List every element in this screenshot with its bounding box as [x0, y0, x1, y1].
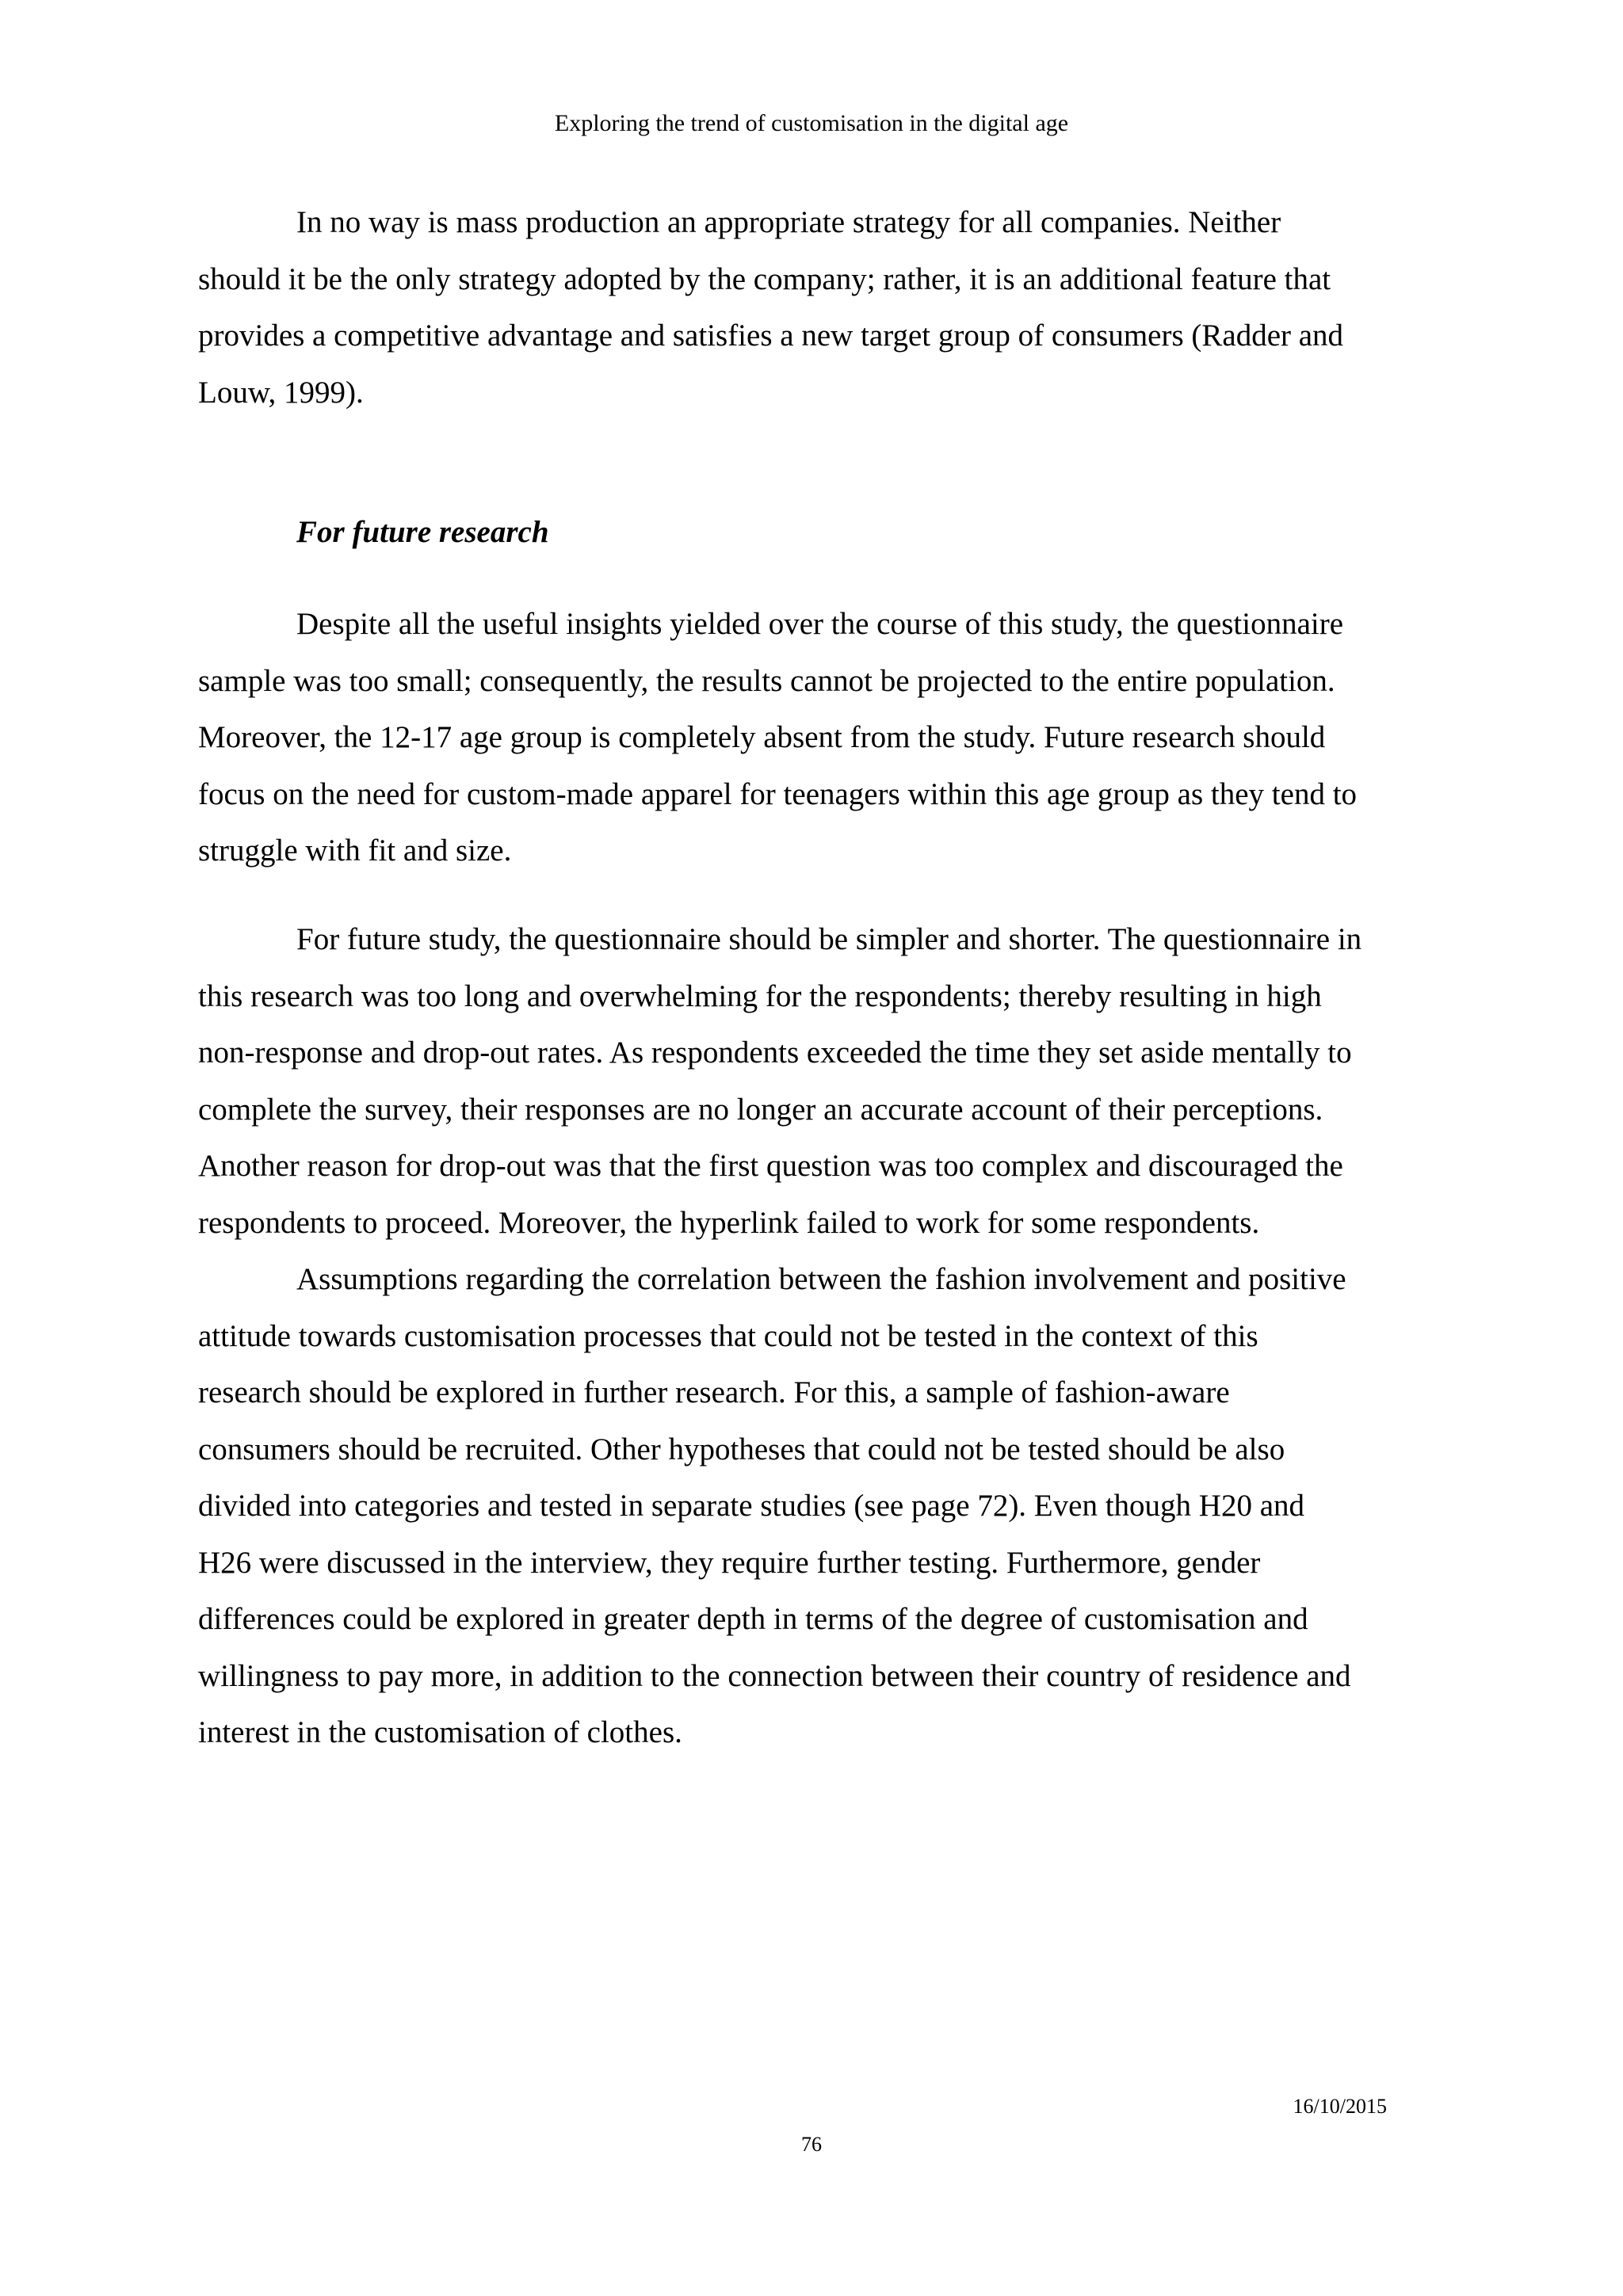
- text-line: attitude towards customisation processes that could not be tested in the context of this: [198, 1318, 1258, 1353]
- page-number: 76: [801, 2133, 822, 2156]
- text-line: sample was too small; consequently, the results cannot be projected to the entire population.: [198, 663, 1335, 698]
- text-line: differences could be explored in greater depth in terms of the degree of customisation and: [198, 1602, 1308, 1636]
- text-line: willingness to pay more, in addition to the connection between their country of residence and: [198, 1658, 1351, 1693]
- text-line: Moreover, the 12-17 age group is completely absent from the study. Future research should: [198, 720, 1326, 754]
- text-line: Another reason for drop-out was that the first question was too complex and discouraged the: [198, 1149, 1343, 1183]
- text-line: divided into categories and tested in separate studies (see page 72). Even though H20 and: [198, 1489, 1305, 1523]
- paragraph-mass-production: [198, 194, 1442, 421]
- text-line: Despite all the useful insights yielded over the course of this study, the questionnaire: [296, 607, 1344, 641]
- text-line: this research was too long and overwhelming for the respondents; thereby resulting in high: [198, 978, 1322, 1013]
- text-line: should it be the only strategy adopted by the company; rather, it is an additional feature that: [198, 261, 1331, 296]
- text-line: Louw, 1999).: [198, 375, 364, 410]
- text-line: provides a competitive advantage and satisfies a new target group of consumers (Radder and: [198, 318, 1344, 353]
- text-line: non-response and drop-out rates. As respondents exceeded the time they set aside mentally to: [198, 1035, 1352, 1070]
- footer-date: 16/10/2015: [1293, 2095, 1387, 2118]
- text-line: respondents to proceed. Moreover, the hyperlink failed to work for some respondents.: [198, 1205, 1260, 1240]
- paragraph-further-hypotheses: [198, 1251, 1442, 1761]
- text-line: consumers should be recruited. Other hypotheses that could not be tested should be also: [198, 1432, 1285, 1466]
- running-header: Exploring the trend of customisation in the digital age: [554, 110, 1069, 136]
- paragraph-questionnaire-design: [198, 911, 1442, 1251]
- text-line: interest in the customisation of clothes.: [198, 1715, 682, 1749]
- text-line: complete the survey, their responses are no longer an accurate account of their perceptions.: [198, 1092, 1323, 1127]
- text-line: focus on the need for custom-made apparel for teenagers within this age group as they tend to: [198, 776, 1358, 811]
- text-line: research should be explored in further research. For this, a sample of fashion-aware: [198, 1375, 1230, 1409]
- text-line: struggle with fit and size.: [198, 833, 512, 868]
- text-line: H26 were discussed in the interview, they require further testing. Furthermore, gender: [198, 1545, 1261, 1580]
- section-heading: For future research: [296, 515, 549, 549]
- paragraph-sample-limitations: [198, 596, 1442, 879]
- text-line: For future study, the questionnaire should be simpler and shorter. The questionnaire in: [296, 922, 1362, 956]
- text-line: Assumptions regarding the correlation between the fashion involvement and positive: [296, 1262, 1346, 1296]
- text-line: In no way is mass production an appropriate strategy for all companies. Neither: [296, 205, 1281, 239]
